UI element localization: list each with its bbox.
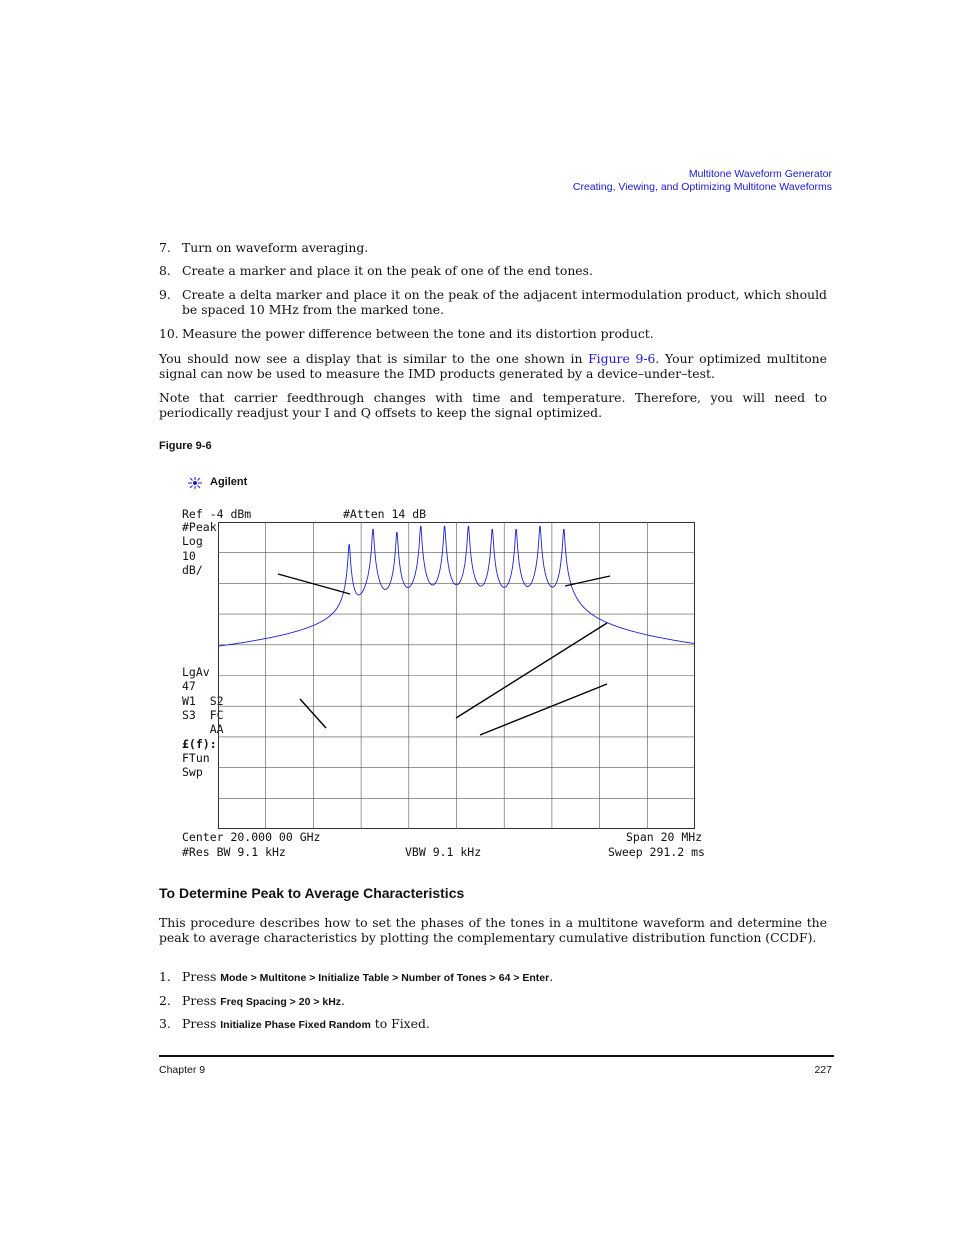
- step-number: 2.: [159, 993, 171, 1008]
- left-label-ftun: FTun: [182, 751, 210, 765]
- footer-chapter: Chapter 9: [159, 1064, 206, 1076]
- annotation-lines: [278, 574, 610, 735]
- step-text: [182, 993, 827, 1010]
- step-text: Create a marker and place it on the peak of one of the end tones.: [182, 263, 593, 278]
- plot-grid: [218, 522, 695, 829]
- softkey-sequence: Freq Spacing > 20 > kHz: [220, 996, 342, 1008]
- footer-page-number: 227: [814, 1064, 832, 1076]
- step-number: 1.: [159, 969, 171, 984]
- left-label-lgav: LgAv: [182, 665, 210, 679]
- running-header-subtitle: Creating, Viewing, and Optimizing Multitone Waveforms: [572, 181, 832, 193]
- annotation-pointer: [278, 574, 350, 594]
- left-label-scale: 10: [182, 549, 196, 563]
- left-label-aa: AA: [182, 722, 224, 736]
- step-tail: .: [549, 969, 554, 984]
- figure-link[interactable]: Figure 9-6: [588, 351, 656, 366]
- step-text: [182, 969, 827, 986]
- agilent-logo-text: Agilent: [210, 476, 248, 488]
- step-text: [182, 1016, 827, 1033]
- center-frequency-label: Center 20.000 00 GHz: [182, 830, 321, 844]
- ref-level-label: Ref -4 dBm: [182, 507, 252, 521]
- annotation-pointer: [300, 699, 326, 728]
- step-tail: .: [341, 993, 345, 1008]
- annotation-pointer: [456, 623, 607, 718]
- para-text: . Your optimized multitone signal can now be used to measure the IMD products generated by a device–under–test.: [159, 351, 827, 381]
- step-number: 9.: [159, 287, 171, 302]
- sweep-time-label: Sweep 291.2 ms: [608, 845, 705, 859]
- step-lead: Press: [182, 969, 221, 984]
- step-number: 7.: [159, 240, 171, 255]
- paragraph-ccdf-procedure: This procedure describes how to set the phases of the tones in a multitone waveform and determine the peak to average characteristics by plotting the complementary cumulative distribution function (CCDF).: [159, 915, 827, 945]
- span-label: Span 20 MHz: [626, 830, 703, 844]
- left-label-ff: £(f):: [182, 737, 217, 751]
- attenuation-label: #Atten 14 dB: [343, 507, 427, 521]
- agilent-spark-icon: [185, 475, 205, 491]
- video-bw-label: VBW 9.1 kHz: [405, 845, 482, 859]
- para-text: You should now see a display that is similar to the one shown in: [159, 351, 589, 366]
- step-number: 3.: [159, 1016, 171, 1031]
- step-lead: Press: [182, 993, 221, 1008]
- section-heading: To Determine Peak to Average Characteristics: [159, 885, 465, 901]
- paragraph-display-similar: [159, 351, 827, 381]
- step-text: Measure the power difference between the tone and its distortion product.: [182, 326, 654, 341]
- softkey-sequence: Initialize Phase Fixed Random: [220, 1019, 371, 1031]
- left-label-avg-count: 47: [182, 679, 196, 693]
- left-label-peak: #Peak: [182, 520, 217, 534]
- step-number: 10.: [159, 326, 179, 341]
- step-lead: Press: [182, 1016, 221, 1031]
- left-label-unit: dB/: [182, 563, 203, 577]
- annotation-pointer: [565, 576, 610, 586]
- left-label-swp: Swp: [182, 765, 203, 779]
- spectrum-plot: [218, 522, 696, 830]
- figure-caption: Figure 9-6: [159, 440, 212, 452]
- running-header-title: Multitone Waveform Generator: [688, 168, 832, 180]
- left-label-s3fc: S3 FC: [182, 708, 224, 722]
- footer-rule: [159, 1055, 834, 1057]
- paragraph-carrier-feedthrough: Note that carrier feedthrough changes with time and temperature. Therefore, you will need to periodically readjust your I and Q offsets to keep the signal optimized.: [159, 390, 827, 420]
- resolution-bw-label: #Res BW 9.1 kHz: [182, 845, 286, 859]
- softkey-sequence: Mode > Multitone > Initialize Table > Number of Tones > 64 > Enter: [220, 972, 550, 984]
- left-label-log: Log: [182, 534, 203, 548]
- step-number: 8.: [159, 263, 171, 278]
- step-text: Create a delta marker and place it on the peak of the adjacent intermodulation product, which should be spaced 10 MHz from the marked tone.: [182, 287, 827, 317]
- left-label-w1s2: W1 S2: [182, 694, 224, 708]
- step-text: Turn on waveform averaging.: [182, 240, 369, 255]
- step-tail: to Fixed.: [370, 1016, 430, 1031]
